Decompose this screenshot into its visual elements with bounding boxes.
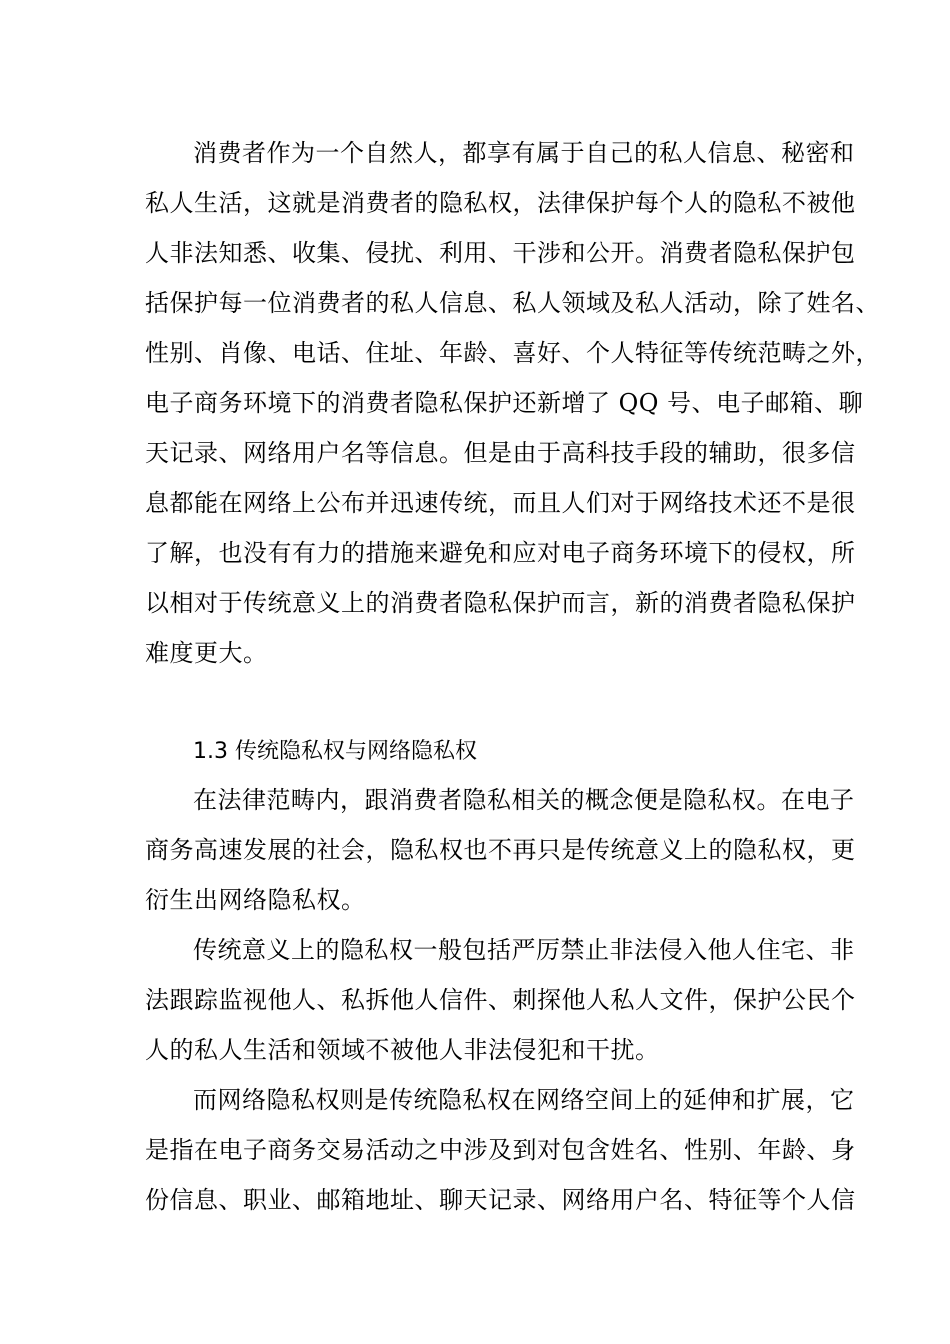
paragraph4-line-1: 而网络隐私权则是传统隐私权在网络空间上的延伸和扩展，它 xyxy=(193,1086,855,1114)
section-heading: 1.3 传统隐私权与网络隐私权 xyxy=(193,739,477,764)
paragraph3-line-1: 传统意义上的隐私权一般包括严厉禁止非法侵入他人住宅、非 xyxy=(193,936,855,964)
paragraph4-line-2: 是指在电子商务交易活动之中涉及到对包含姓名、性别、年龄、身 xyxy=(145,1136,856,1164)
paragraph3-line-2: 法跟踪监视他人、私拆他人信件、刺探他人私人文件，保护公民个 xyxy=(145,986,856,1014)
paragraph1-line-10: 以相对于传统意义上的消费者隐私保护而言，新的消费者隐私保护 xyxy=(145,589,856,617)
paragraph1-line-1: 消费者作为一个自然人，都享有属于自己的私人信息、秘密和 xyxy=(193,139,855,167)
paragraph4-line-3: 份信息、职业、邮箱地址、聊天记录、网络用户名、特征等个人信 xyxy=(145,1186,856,1214)
paragraph1-line-5: 性别、肖像、电话、住址、年龄、喜好、个人特征等传统范畴之外， xyxy=(145,339,880,367)
paragraph2-line-2: 商务高速发展的社会，隐私权也不再只是传统意义上的隐私权，更 xyxy=(145,836,856,864)
paragraph1-line-2: 私人生活，这就是消费者的隐私权，法律保护每个人的隐私不被他 xyxy=(145,189,856,217)
paragraph1-line-8: 息都能在网络上公布并迅速传统，而且人们对于网络技术还不是很 xyxy=(145,489,856,517)
paragraph1-line-7: 天记录、网络用户名等信息。但是由于高科技手段的辅助，很多信 xyxy=(145,439,856,467)
paragraph1-line-9: 了解，也没有有力的措施来避免和应对电子商务环境下的侵权，所 xyxy=(145,539,856,567)
paragraph1-line-6: 电子商务环境下的消费者隐私保护还新增了 QQ 号、电子邮箱、聊 xyxy=(145,389,864,417)
paragraph2-line-1: 在法律范畴内，跟消费者隐私相关的概念便是隐私权。在电子 xyxy=(193,786,855,814)
paragraph2-line-3: 衍生出网络隐私权。 xyxy=(145,886,366,914)
paragraph1-line-4: 括保护每一位消费者的私人信息、私人领域及私人活动，除了姓名、 xyxy=(145,289,880,317)
paragraph3-line-3: 人的私人生活和领域不被他人非法侵犯和干扰。 xyxy=(145,1036,660,1064)
paragraph1-line-11: 难度更大。 xyxy=(145,639,268,667)
paragraph1-line-3: 人非法知悉、收集、侵扰、利用、干涉和公开。消费者隐私保护包 xyxy=(145,239,856,267)
